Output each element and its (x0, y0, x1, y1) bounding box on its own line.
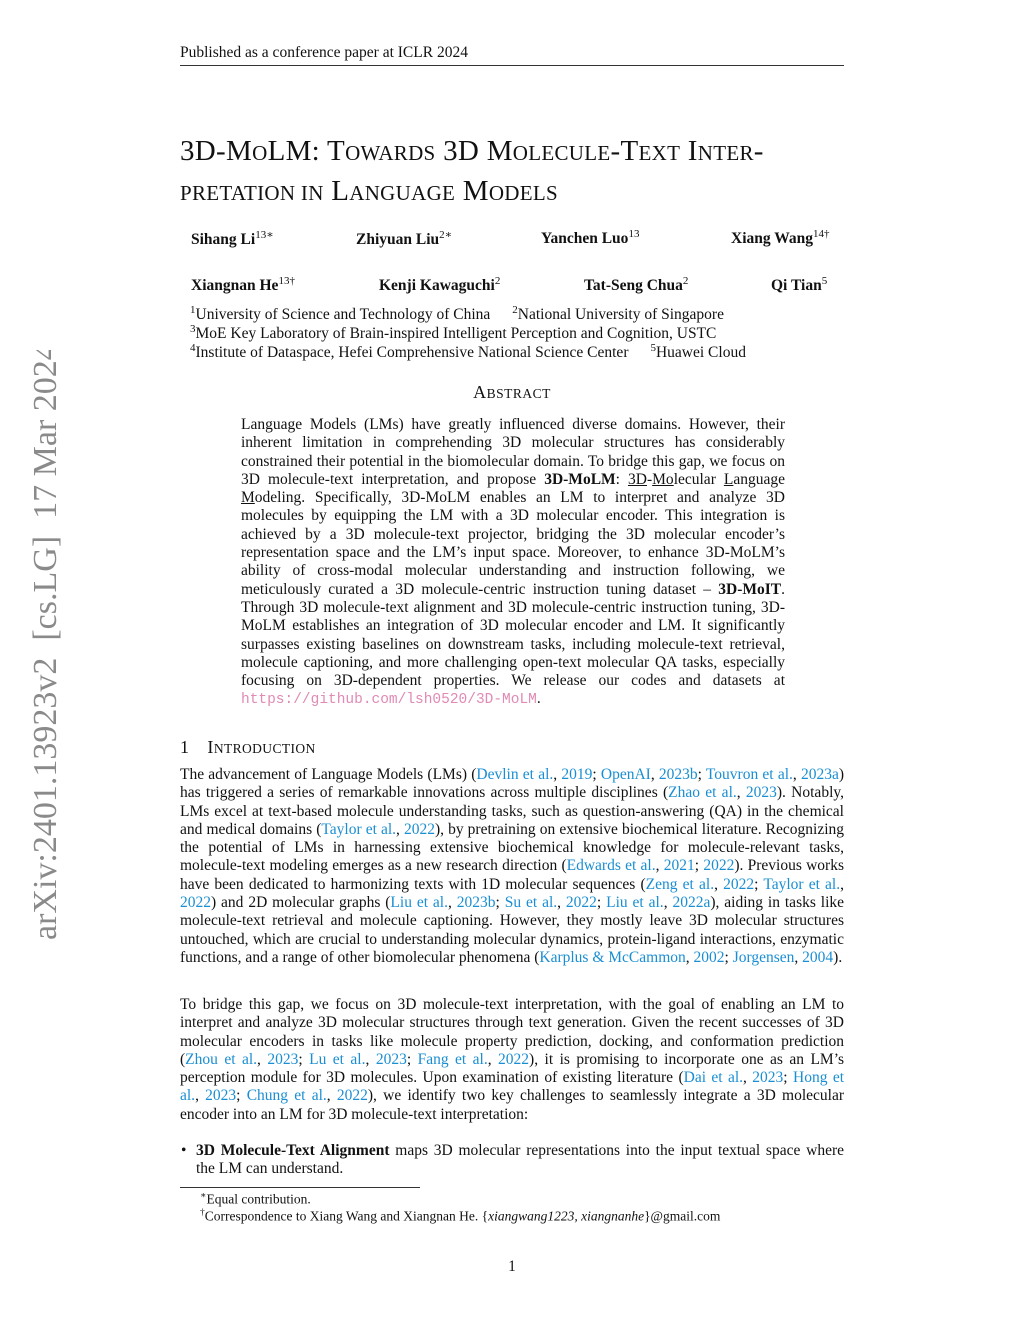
citation-link[interactable]: 2023 (375, 1050, 407, 1068)
author: Tat-Seng Chua$^2$ (584, 275, 689, 295)
citation-link[interactable]: 2022 (403, 820, 435, 838)
citation-link[interactable]: 2019 (561, 766, 593, 783)
footnote-rule (180, 1187, 420, 1188)
citation-link[interactable]: Karplus & McCammon (539, 948, 686, 966)
citation-link[interactable]: Lu et al. (309, 1050, 366, 1068)
citation-link[interactable]: Dai et al. (683, 1069, 744, 1087)
author: Xiangnan $He^{13\dagger}$ (191, 275, 295, 295)
github-link[interactable]: https://github.com/lsh0520/3D-MoLM (241, 692, 537, 709)
citation-link[interactable]: Chung et al. (246, 1087, 327, 1105)
author: Qi Tian$^5$ (771, 275, 828, 295)
citation-link[interactable]: 2023 (267, 1050, 299, 1068)
footnote: †Correspondence to Xiang Wang and Xiangnan He. {xiangwang1223, xiangnanhe}@gmail.com (200, 1208, 721, 1224)
citation-link[interactable]: 2023b (658, 766, 698, 783)
citation-link[interactable]: Edwards et al. (566, 857, 656, 875)
citation-link[interactable]: Devlin et al. (476, 766, 554, 783)
affiliation-line: $^4$Institute of Dataspace, Hefei Comprehensive National Science Center $^5$Huawei Cloud (190, 342, 746, 362)
citation-link[interactable]: Taylor et al. (321, 820, 397, 838)
arxiv-stamp-text: arXiv:2401.13923v2 [cs.LG] 17 Mar 2024 (27, 350, 64, 940)
citation-link[interactable]: 2004 (802, 948, 834, 966)
header-rule (180, 65, 844, 66)
author: Kenji Kawaguchi$^2$ (379, 275, 501, 295)
citation-link[interactable]: 2023b (456, 894, 496, 912)
abstract-body: Language Models (LMs) have greatly influenced diverse domains. However, their inherent limitation in comprehending 3D molecular structures has considerably constrained their potential in the biomolecular domain. To bridge this gap, we focus on 3D molecule-text interpretation, and propose 3D-MoLM: 3D-Molecular Language Modeling. Specifically, 3D-MoLM enables an LM to interpret and analyze 3D molecules by equipping the LM with a 3D molecular encoder. This integration is achieved by a 3D molecule-text projector, bridging the 3D molecular encoder’s representation space and the LM’s input space. Moreover, to enhance 3D-MoLM’s ability of cross-modal molecular understanding and instruction following, we meticulously curated a 3D molecule-centric instruction tuning dataset – 3D-MoIT. Through 3D molecule-text alignment and 3D molecule-centric instruction tuning, 3D-MoLM establishes an integration of 3D molecular encoder and LM. It significantly surpasses existing baselines on downstream tasks, including molecule-text retrieval, molecule captioning, and more challenging open-text molecular QA tasks, especially focusing on 3D-dependent properties. We release our codes and datasets at https://github.com/lsh0520/3D-MoLM. (241, 416, 786, 709)
citation-link[interactable]: Taylor et al. (763, 875, 841, 893)
author: Yanchen Luo$^{13}$ (541, 228, 640, 248)
footnote: ∗Equal contribution. (200, 1191, 311, 1207)
running-header: Published as a conference paper at ICLR 2024 (180, 44, 468, 61)
intro-paragraph-2: To bridge this gap, we focus on 3D molecule-text interpretation, with the goal of enabling an LM to interpret and analyze 3D molecular structures through text generation. Given the recent successes of 3D molecular encoders in tasks like molecule property prediction, docking, and conformation prediction (Zhou et al., 2023; Lu et al., 2023; Fang et al., 2022), it is promising to incorporate one as an LM’s perception module for 3D molecules. Upon examination of existing literature (Dai et al., 2023; Hong et al., 2023; Chung et al., 2022), we identify two key challenges to seamlessly integrate a 3D molecular encoder into an LM for 3D molecule-text interpretation: (180, 996, 845, 1123)
author: Zhiyuan Liu$^{2∗}$ (356, 229, 453, 249)
citation-link[interactable]: 2023 (205, 1087, 237, 1105)
citation-link[interactable]: Zhou et al. (185, 1050, 258, 1068)
citation-link[interactable]: Liu et al. (390, 894, 448, 912)
citation-link[interactable]: 2022 (180, 894, 211, 912)
citation-link[interactable]: 2023a (800, 766, 839, 783)
section-heading: 1 INTRODUCTION (180, 737, 316, 757)
abstract-heading: ABSTRACT (473, 382, 551, 402)
citation-link[interactable]: Hong et al. (180, 1069, 845, 1105)
citation-link[interactable]: Fang et al. (417, 1050, 488, 1068)
citation-link[interactable]: Touvron et al. (705, 766, 793, 783)
citation-link[interactable]: 2022 (723, 875, 755, 893)
citation-link[interactable]: 2022 (336, 1087, 368, 1105)
citation-link[interactable]: Liu et al. (606, 894, 664, 912)
affiliation-line: $^3$MoE Key Laboratory of Brain-inspired Intelligent Perception and Cognition, USTC (190, 323, 717, 343)
citation-link[interactable]: 2023 (745, 784, 777, 802)
citation-link[interactable]: 2002 (693, 948, 725, 966)
author: Sihang $Li^{13∗}$ (191, 229, 274, 249)
citation-link[interactable]: OpenAI (600, 766, 651, 783)
paper-title: 3D-MOLM: TOWARDS 3D MOLECULE-TEXT INTER- PRETATION IN LANGUAGE MODELS (180, 135, 764, 207)
affiliation-line: $^1$University of Science and Technology of China $^2$National University of Singapore (190, 304, 724, 324)
citation-link[interactable]: Su et al. (504, 894, 558, 912)
bullet-item: 3D Molecule-Text Alignment maps 3D molecular representations into the input textual space where the LM can understand. (196, 1142, 844, 1178)
intro-paragraph-1: The advancement of Language Models (LMs) (Devlin et al., 2019; OpenAI, 2023b; Touvron et al., 2023a) has triggered a series of remarkable innovations across multiple disciplines (Zhao et al., 2023). Notably, LMs excel at text-based molecule understanding tasks, such as question-answering (QA) in the chemical and medical domains (Taylor et al., 2022), by pretraining on extensive biochemical literature. Recognizing the potential of LMs in harnessing extensive biochemical knowledge for molecule-relevant tasks, molecule-text modeling emerges as a new research direction (Edwards et al., 2021; 2022). Previous works have been dedicated to harmonizing texts with 1D molecular sequences (Zeng et al., 2022; Taylor et al., 2022) and 2D molecular graphs (Liu et al., 2023b; Su et al., 2022; Liu et al., 2022a), aiding in tasks like molecule-text retrieval and molecule captioning. However, they mostly leave 3D molecular structures untouched, which are crucial to understanding molecular dynamics, protein-ligand interactions, enzymatic functions, and a range of other biomolecular phenomena (Karplus & McCammon, 2002; Jorgensen, 2004). (180, 766, 845, 966)
citation-link[interactable]: 2022 (498, 1050, 530, 1068)
citation-link[interactable]: Zhao et al. (668, 784, 737, 802)
citation-link[interactable]: Zeng et al. (645, 875, 715, 893)
author: Xiang Wang$^{14\dagger}$ (731, 228, 830, 248)
page-number: 1 (508, 1258, 516, 1275)
arxiv-stamp[interactable] (18, 350, 68, 940)
citation-link[interactable]: Jorgensen (732, 948, 795, 966)
citation-link[interactable]: 2022 (703, 857, 735, 875)
citation-link[interactable]: 2022 (565, 894, 597, 912)
citation-link[interactable]: 2022a (672, 894, 711, 912)
citation-link[interactable]: 2023 (752, 1069, 784, 1087)
citation-link[interactable]: 2021 (663, 857, 695, 875)
bullet-marker: • (181, 1142, 187, 1159)
